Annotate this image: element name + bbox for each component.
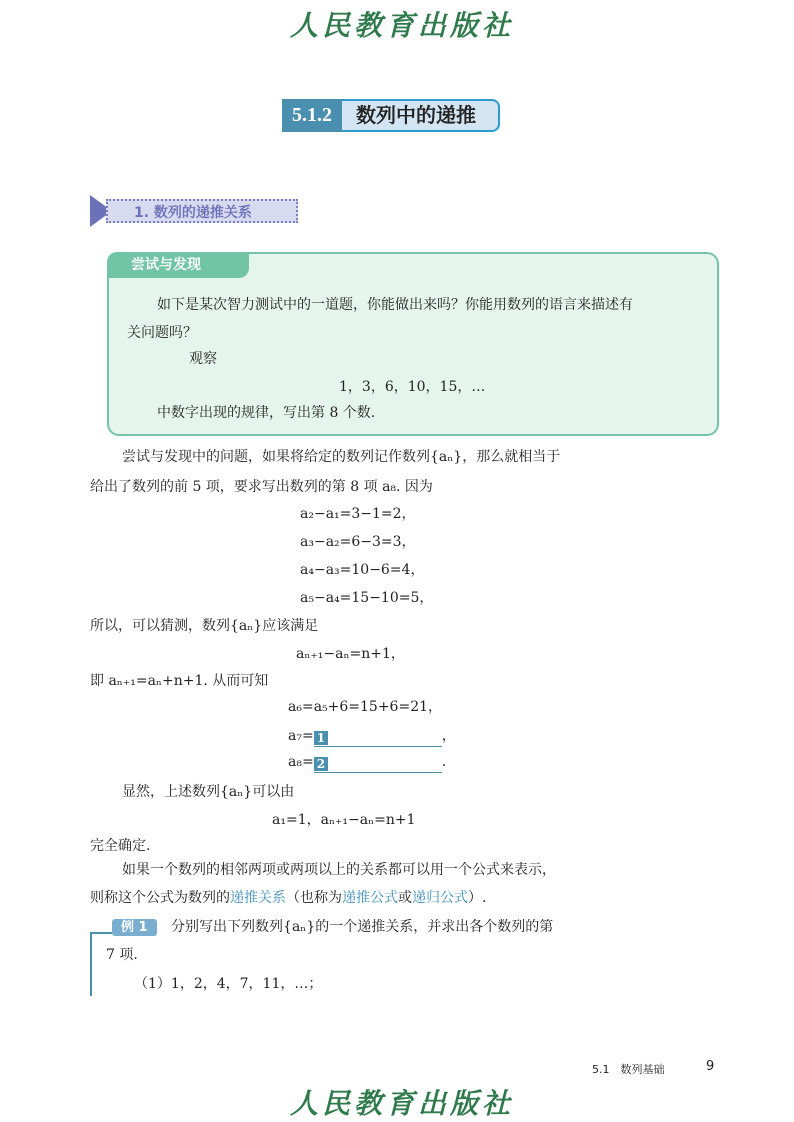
equation-a6: a₆=a₅+6=15+6=21， — [288, 699, 443, 715]
publisher-logo-bottom: 人民教育出版社 — [290, 1087, 515, 1120]
term-recurrence-formula: 递推公式 — [342, 890, 398, 906]
paragraph-1-line-2: 给出了数列的前 5 项，要求写出数列的第 8 项 a₈. 因为 — [90, 479, 433, 495]
equation-1: a₂−a₁=3−1=2， — [300, 506, 416, 522]
equation-a7 — [288, 725, 456, 747]
publisher-logo-top: 人民教育出版社 — [290, 9, 515, 42]
equation-4: a₅−a₄=15−10=5， — [300, 590, 434, 606]
blank-number-2: 2 — [314, 757, 328, 771]
equation-2: a₃−a₂=6−3=3， — [300, 534, 416, 550]
a7-suffix: ， — [441, 728, 456, 744]
blank-number-1: 1 — [314, 731, 328, 745]
try-line-1: 如下是某次智力测试中的一道题，你能做出来吗？你能用数列的语言来描述有 — [157, 297, 633, 313]
equation-3: a₄−a₃=10−6=4， — [300, 562, 425, 578]
answer-blank-2[interactable] — [314, 756, 442, 773]
example-bracket-top — [90, 932, 112, 934]
paragraph-6-line-1: 如果一个数列的相邻两项或两项以上的关系都可以用一个公式来表示， — [122, 862, 556, 878]
term-recurrence-relation: 递推关系 — [230, 890, 286, 906]
paragraph-5: 完全确定. — [90, 838, 151, 854]
section-number: 5.1.2 — [282, 99, 342, 132]
try-line-4: 中数字出现的规律，写出第 8 个数. — [157, 405, 376, 421]
try-and-discover-box — [107, 252, 719, 436]
try-line-2: 关问题吗？ — [127, 325, 197, 341]
term-recursive-formula: 递归公式 — [412, 890, 468, 906]
paragraph-1-line-1: 尝试与发现中的问题，如果将给定的数列记作数列{aₙ}，那么就相当于 — [122, 449, 561, 465]
answer-blank-1[interactable] — [314, 730, 442, 747]
p6-text: ）. — [468, 890, 487, 906]
subsection-title: 1. 数列的递推关系 — [106, 199, 298, 223]
example-item-1: （1）1，2，4，7，11，…； — [134, 976, 323, 992]
section-title — [282, 99, 500, 132]
p6-text: 或 — [398, 890, 412, 906]
try-sequence: 1，3，6，10，15，… — [339, 379, 486, 395]
example-bracket-line — [90, 932, 92, 996]
paragraph-6-line-2 — [90, 887, 486, 907]
paragraph-3: 即 aₙ₊₁=aₙ+n+1. 从而可知 — [90, 673, 269, 689]
a8-prefix: a₈= — [288, 754, 314, 770]
example-1-line-2: 7 项. — [106, 947, 138, 963]
recurrence-equation: aₙ₊₁−aₙ=n+1， — [296, 646, 405, 662]
try-box-tab: 尝试与发现 — [107, 252, 249, 278]
equation-a8 — [288, 754, 446, 773]
p6-text: 则称这个公式为数列的 — [90, 890, 230, 906]
example-1-line-1 — [112, 916, 553, 936]
example-text: 分别写出下列数列{aₙ}的一个递推关系，并求出各个数列的第 — [171, 919, 554, 935]
footer-section: 5.1 数列基础 — [592, 1063, 665, 1076]
try-line-3: 观察 — [189, 351, 217, 367]
a7-prefix: a₇= — [288, 728, 314, 744]
paragraph-2: 所以，可以猜测，数列{aₙ}应该满足 — [90, 618, 319, 634]
page-number: 9 — [706, 1059, 715, 1074]
definition-equation: a₁=1，aₙ₊₁−aₙ=n+1 — [272, 812, 416, 828]
p6-text: （也称为 — [286, 890, 342, 906]
example-label: 例 1 — [112, 919, 157, 936]
a8-suffix: . — [441, 754, 447, 770]
section-title-text: 数列中的递推 — [342, 99, 500, 132]
paragraph-4: 显然，上述数列{aₙ}可以由 — [122, 784, 295, 800]
